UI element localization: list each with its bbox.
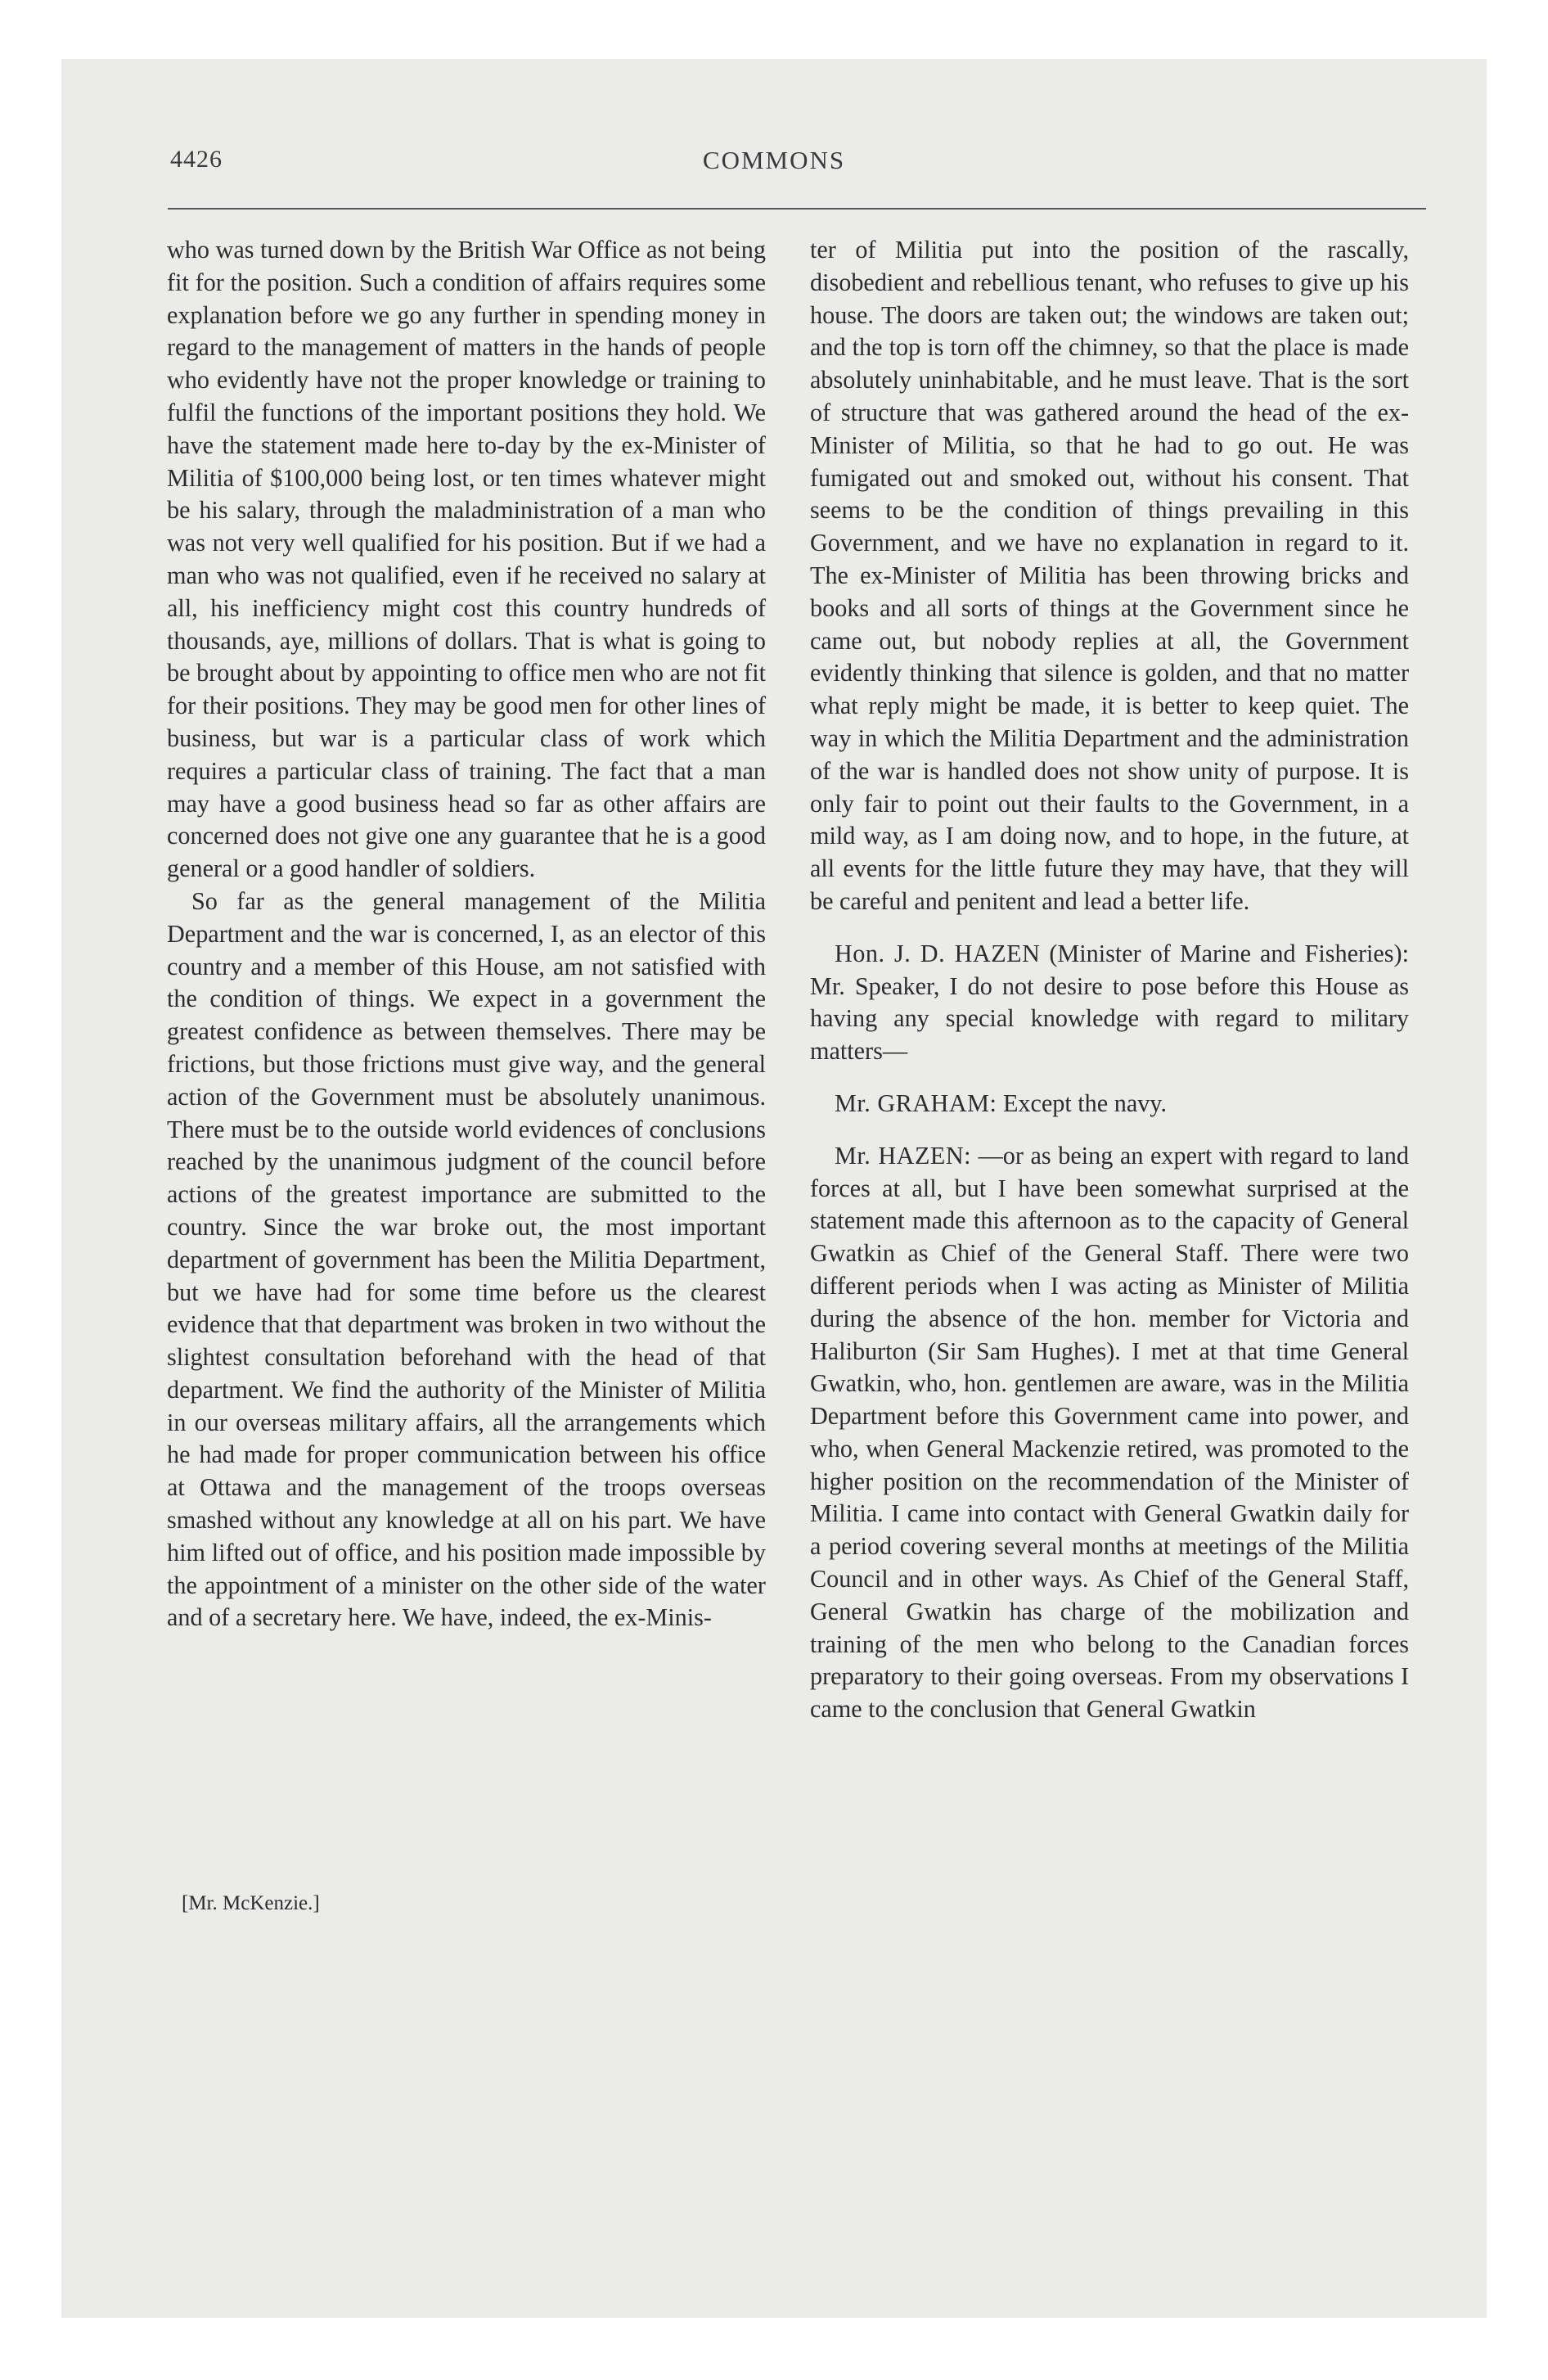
paragraph: ter of Militia put into the position of the rascally, disobedient and rebellious tenant, who refuses to give up his house. The doors are taken out; the windows are taken out; and the top is torn off the chimney, so that the place is made absolutely uninhabitable, and he must leave. That is the sort of structure that was gathered around the head of the ex-Minister of Militia, so that he had to go out. He was fumigated out and smoked out, without his consent. That seems to be the condition of things prevailing in this Government, and we have no explanation in regard to it. The ex-Minister of Militia has been throwing bricks and books and all sorts of things at the Government since he came out, but nobody replies at all, the Government evidently thinking that silence is golden, and that no matter what reply might be made, it is better to keep quiet. The way in which the Militia Department and the administration of the war is handled does not show unity of purpose. It is only fair to point out their faults to the Government, in a mild way, as I am doing now, and to hope, in the future, at all events for the little future they may have, that they will be careful and penitent and lead a better life. xyxy=(810,236,1409,915)
paragraph: So far as the general management of the Militia Department and the war is concerned, I, as an elector of this country and a member of this House, am not satisfied with the condition of things. We expect in a government the greatest confidence as between themselves. There may be frictions, but those frictions must give way, and the general action of the Government must be absolutely unanimous. There must be to the outside world evidences of conclusions reached by the unanimous judgment of the council before actions of the greatest importance are submitted to the country. Since the war broke out, the most important department of government has been the Militia Department, but we have had for some time before us the clearest evidence that that department was broken in two without the slightest consultation beforehand with the head of that department. We find the authority of the Minister of Militia in our overseas military affairs, all the arrangements which he had made for proper communication between his office at Ottawa and the management of the troops overseas smashed without any knowledge at all on his part. We have him lifted out of office, and his position made impossible by the appointment of a minister on the other side of the water and of a secretary here. We have, indeed, the ex-Minis- xyxy=(167,886,766,1632)
page-number: 4426 xyxy=(170,146,223,173)
speech-text: (Minister of Marine and Fisheries): Mr. Speaker, I do not desire to pose before this House as having any special knowledge with regard to military matters— xyxy=(810,939,1409,1066)
speaker-footnote: [Mr. McKenzie.] xyxy=(182,1892,320,1914)
paragraph: who was turned down by the British War Office as not being fit for the position. Such a condition of affairs requires some explanation before we go any further in spending money in regard to the management of matters in the hands of people who evidently have not the proper knowledge or training to fulfil the functions of the important positions they hold. We have the statement made here to-day by the ex-Minister of Militia of $100,000 being lost, or ten times whatever might be his salary, through the maladministration of a man who was not very well qualified for his position. But if we had a man who was not qualified, even if he received no salary at all, his inefficiency might cost this country hundreds of thousands, aye, millions of dollars. That is what is going to be brought about by appointing to office men who are not fit for their positions. They may be good men for other lines of business, but war is a particular class of work which requires a particular class of training. The fact that a man may have a good business head so far as other affairs are concerned does not give one any guarantee that he is a good general or a good handler of soldiers. xyxy=(167,236,766,883)
speech-paragraph xyxy=(810,1088,1409,1120)
speaker-name: Hon. J. D. HAZEN xyxy=(835,939,1041,967)
speech-text: —or as being an expert with regard to land forces at all, but I have been somewhat surprised at the statement made this afternoon as to the capacity of General Gwatkin as Chief of the General Staff. There were two different periods when I was acting as Minister of Militia during the absence of the hon. member for Victoria and Haliburton (Sir Sam Hughes). I met at that time General Gwatkin, who, hon. gentlemen are aware, was in the Militia Department before this Government came into power, and who, when General Mackenzie retired, was promoted to the higher position on the recommendation of the Minister of Militia. I came into contact with General Gwatkin daily for a period covering several months at meetings of the Militia Council and in other ways. As Chief of the General Staff, General Gwatkin has charge of the mobilization and training of the men who belong to the Canadian forces preparatory to their going overseas. From my observations I came to the conclusion that General Gwatkin xyxy=(810,1141,1409,1724)
speaker-name: Mr. GRAHAM: xyxy=(835,1089,997,1117)
right-column xyxy=(810,234,1409,1726)
speech-paragraph xyxy=(810,1140,1409,1726)
speech-text: Except the navy. xyxy=(997,1089,1167,1117)
left-column xyxy=(167,234,766,1634)
speaker-name: Mr. HAZEN: xyxy=(835,1141,972,1170)
running-head: COMMONS xyxy=(702,146,846,174)
speech-paragraph xyxy=(810,938,1409,1068)
header-rule xyxy=(168,208,1426,210)
